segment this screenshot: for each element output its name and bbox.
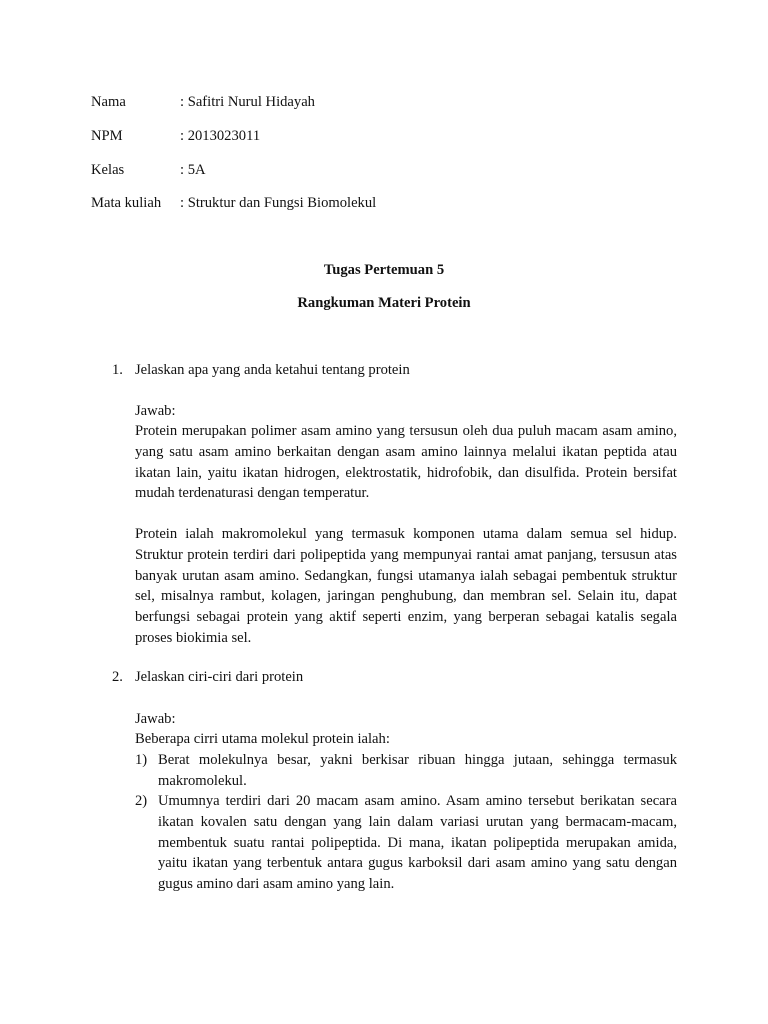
- question-2-text: Jelaskan ciri-ciri dari protein: [135, 669, 304, 685]
- paragraph-text: Protein ialah makromolekul yang termasuk komponen utama dalam semua sel hidup. Struktur protein terdiri dari polipeptida yang mempunyai rantai amat panjang, tersusun atas banyak urutan asam amino. Sedangkan, fungsi utamanya ialah sebagai pembentuk struktur sel, misalnya rambut, kolagen, jaringan penghubung, dan membran sel. Selain itu, dapat berfungsi sebagai protein yang aktif seperti enzim, yang berperan sebagai katalis segala proses biokimia sel.: [135, 526, 677, 646]
- class-label: Kelas: [91, 162, 125, 178]
- question-1-text: Jelaskan apa yang anda ketahui tentang protein: [135, 362, 410, 378]
- question-2-number: 2.: [112, 669, 123, 685]
- list-item-text: Berat molekulnya besar, yakni berkisar ribuan hingga jutaan, sehingga termasuk makromolekul.: [158, 752, 677, 789]
- name-label: Nama: [91, 94, 126, 110]
- npm-label: NPM: [91, 128, 123, 144]
- question-2-intro: Beberapa cirri utama molekul protein ialah:: [135, 731, 390, 747]
- npm-value: : 2013023011: [180, 128, 261, 144]
- course-label: Mata kuliah: [91, 195, 162, 211]
- list-item-number: 1): [135, 752, 148, 768]
- paragraph-text: Protein merupakan polimer asam amino yang tersusun oleh dua puluh macam asam amino, yang satu asam amino berkaitan dengan asam amino lainnya melalui ikatan peptida atau ikatan lain, yaitu ikatan hidrogen, elektrostatik, hidrofobik, dan disulfida. Protein bersifat mudah terdenaturasi dengan temperatur.: [135, 423, 677, 502]
- name-value: : Safitri Nurul Hidayah: [180, 94, 315, 110]
- question-1-number: 1.: [112, 362, 123, 378]
- list-item-number: 2): [135, 793, 148, 809]
- question-2-answer-label: Jawab:: [135, 711, 176, 727]
- question-1-paragraph-2: [135, 524, 677, 649]
- question-1-answer-label: Jawab:: [135, 403, 176, 419]
- document-subtitle: Rangkuman Materi Protein: [297, 295, 471, 311]
- course-value: : Struktur dan Fungsi Biomolekul: [180, 195, 377, 211]
- class-value: : 5A: [180, 162, 206, 178]
- list-item-text: Umumnya terdiri dari 20 macam asam amino. Asam amino tersebut berikatan secara ikatan kovalen satu dengan yang lain dalam variasi urutan yang bermacam-macam, membentuk suatu rantai polipeptida. Di mana, ikatan polipeptida merupakan amida, yaitu ikatan yang terbentuk antara gugus karboksil dari asam amino yang satu dengan gugus amino dari asam amino yang lain.: [158, 793, 677, 893]
- question-1-paragraph-1: [135, 421, 677, 504]
- document-title: Tugas Pertemuan 5: [323, 262, 445, 278]
